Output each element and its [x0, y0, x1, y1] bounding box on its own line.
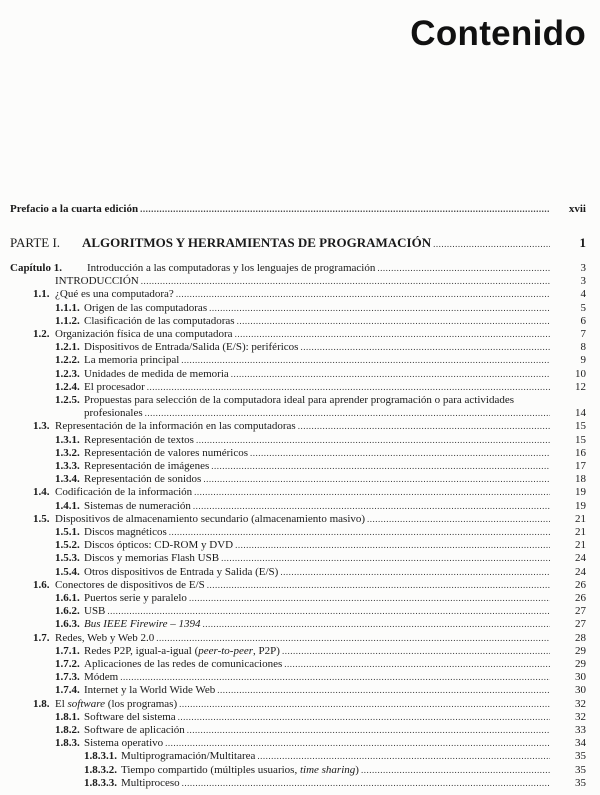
text-segment: Dispositivos de Entrada/Salida (E/S): periféricos: [84, 341, 299, 354]
page-number: 16: [575, 446, 586, 459]
toc-entry: [0, 724, 600, 737]
text-segment: INTRODUCCIÓN: [55, 275, 139, 288]
page-number: xvii: [568, 203, 586, 215]
dot-leader: [140, 203, 550, 216]
toc-entry: [0, 592, 600, 605]
section-number: 1.2.4.: [55, 380, 80, 393]
text-segment: El: [55, 697, 68, 710]
entry-text: [121, 750, 255, 763]
entry-text: [84, 500, 191, 513]
entry-text: [55, 486, 192, 499]
page-number: 19: [575, 486, 586, 499]
part-title: ALGORITMOS Y HERRAMIENTAS DE PROGRAMACIÓN: [82, 235, 432, 250]
page-number: 9: [580, 354, 586, 367]
entry-text: [55, 288, 174, 301]
italic-text: software: [67, 697, 106, 710]
page-number: 18: [575, 473, 586, 486]
dot-leader: [221, 552, 550, 565]
text-segment: Discos magnéticos: [84, 526, 167, 538]
text-segment: Multiprogramación/Multitarea: [121, 750, 256, 763]
section-number: 1.2.5.: [55, 394, 80, 406]
text-segment: Redes P2P, igual-a-igual (: [84, 644, 199, 657]
dot-leader: [178, 711, 550, 724]
toc-entry: [0, 275, 600, 288]
toc-entry: [0, 407, 600, 420]
section-number: 1.8.: [33, 697, 50, 710]
entry-text: [84, 302, 207, 315]
toc-entry: [0, 698, 600, 711]
section-number: 1.8.3.3.: [84, 776, 117, 789]
text-segment: La memoria principal: [84, 354, 180, 367]
text-segment: ¿Qué es una computadora?: [55, 288, 174, 301]
section-number: 1.3.: [33, 420, 50, 433]
section-number: 1.5.4.: [55, 565, 80, 578]
toc-entry: [0, 302, 600, 315]
italic-text: Bus IEEE Firewire – 1394: [84, 618, 201, 631]
dot-leader: [237, 315, 550, 328]
dot-leader: [209, 302, 550, 315]
dot-leader: [147, 381, 550, 394]
text-segment: Software del sistema: [84, 710, 176, 723]
section-number: 1.2.: [33, 328, 50, 340]
text-segment: Representación de textos: [84, 433, 194, 446]
dot-leader: [107, 605, 550, 618]
page-number: 35: [575, 763, 586, 776]
dot-leader: [280, 566, 550, 579]
entry-text: [84, 618, 201, 631]
text-segment: , P2P): [253, 644, 280, 657]
section-number: 1.7.4.: [55, 684, 80, 697]
page-number: 34: [575, 737, 586, 750]
entry-text: [84, 407, 143, 420]
toc-entry: [0, 473, 600, 486]
dot-leader: [169, 526, 550, 539]
page-number: 21: [575, 526, 586, 538]
italic-text: time sharing: [299, 763, 356, 776]
page-number: 5: [580, 301, 586, 314]
page-number: 14: [575, 407, 586, 420]
dot-leader: [211, 460, 550, 473]
toc-entry: [0, 328, 600, 341]
text-segment: Organización física de una computadora: [55, 328, 233, 340]
section-number: 1.3.3.: [55, 460, 80, 472]
page-number: 24: [575, 565, 586, 578]
text-segment: Unidades de medida de memoria: [84, 367, 229, 380]
section-number: 1.2.1.: [55, 341, 80, 354]
text-segment: Internet y la World Wide Web: [84, 684, 216, 697]
page-number: 28: [575, 631, 586, 644]
entry-text: [84, 684, 215, 697]
section-number: 1.8.1.: [55, 710, 80, 723]
entry-text: [84, 394, 514, 407]
dot-leader: [176, 288, 550, 301]
entry-text: [84, 368, 229, 381]
entry-text: [84, 315, 235, 328]
text-segment: ): [355, 763, 359, 776]
page-number: 7: [580, 328, 586, 340]
toc-entry-preface: [0, 203, 600, 216]
entry-text: [84, 381, 145, 394]
section-number: 1.5.1.: [55, 526, 80, 538]
text-segment: Tiempo compartido (múltiples usuarios,: [121, 763, 300, 776]
text-segment: Sistema operativo: [84, 737, 164, 750]
toc-entry: [0, 381, 600, 394]
page-number: 21: [575, 512, 586, 525]
section-number: 1.8.3.1.: [84, 750, 117, 763]
dot-leader: [367, 513, 550, 526]
text-segment: Software de aplicación: [84, 724, 185, 736]
dot-leader: [203, 618, 551, 631]
dot-leader: [217, 684, 550, 697]
page-number: 3: [580, 262, 586, 274]
text-segment: Introducción a las computadoras y los lenguajes de programación: [87, 262, 376, 274]
page-number: 6: [580, 314, 586, 327]
entry-text: [84, 592, 187, 605]
entry-text: [55, 420, 296, 433]
section-number: 1.7.1.: [55, 644, 80, 657]
toc-entry: [0, 711, 600, 724]
page-number: 35: [575, 750, 586, 763]
toc-entry: [0, 447, 600, 460]
toc-entry: [0, 341, 600, 354]
section-number: 1.1.2.: [55, 314, 80, 327]
section-number: 1.7.: [33, 631, 50, 644]
section-number: Capítulo 1.: [10, 262, 62, 274]
entry-text: [84, 354, 179, 367]
dot-leader: [298, 420, 550, 433]
entry-text: [121, 764, 359, 777]
section-number: 1.3.2.: [55, 446, 80, 459]
section-number: 1.4.1.: [55, 499, 80, 512]
dot-leader: [196, 434, 550, 447]
page-number: 32: [575, 710, 586, 723]
text-segment: Multiproceso: [121, 776, 180, 789]
toc-entry: [0, 566, 600, 579]
dot-leader: [203, 473, 550, 486]
toc-entry: [0, 394, 600, 407]
entry-text: [84, 552, 219, 565]
page-number: 29: [575, 658, 586, 670]
dot-leader: [179, 698, 550, 711]
section-number: 1.4.: [33, 486, 50, 499]
entry-text: [55, 513, 365, 526]
page-number: 15: [575, 420, 586, 433]
dot-leader: [120, 671, 550, 684]
text-segment: Discos ópticos: CD-ROM y DVD: [84, 539, 234, 552]
entry-text: [84, 460, 209, 473]
toc-entry: [0, 645, 600, 658]
text-segment: El procesador: [84, 380, 145, 393]
page-number: 3: [580, 275, 586, 288]
entry-text: [84, 658, 282, 671]
text-segment: (los programas): [105, 697, 178, 710]
dot-leader: [181, 354, 550, 367]
text-segment: Aplicaciones de las redes de comunicaciones: [84, 658, 283, 670]
page-number: 33: [575, 724, 586, 736]
entry-text: [55, 275, 139, 288]
entry-text: [121, 777, 180, 790]
page-number: 27: [575, 618, 586, 631]
dot-leader: [182, 777, 550, 790]
dot-leader: [282, 645, 550, 658]
entry-text: [55, 698, 177, 711]
text-segment: Representación de sonidos: [84, 473, 202, 486]
page-number: 19: [575, 499, 586, 512]
toc-entry: [0, 434, 600, 447]
page-number: 30: [575, 671, 586, 684]
text-segment: Propuestas para selección de la computadora ideal para aprender programación o para actividades: [84, 394, 515, 406]
page-number: 35: [575, 776, 586, 789]
page-number: 30: [575, 684, 586, 697]
page-number: 8: [580, 341, 586, 354]
text-segment: Codificación de la información: [55, 486, 193, 499]
section-number: 1.5.3.: [55, 552, 80, 565]
section-number: 1.2.2.: [55, 354, 80, 367]
page-number: 4: [580, 288, 586, 301]
dot-leader: [433, 237, 550, 252]
text-segment: Discos y memorias Flash USB: [84, 552, 220, 565]
dot-leader: [300, 341, 550, 354]
text-segment: Sistemas de numeración: [84, 499, 191, 512]
section-number: 1.1.1.: [55, 301, 80, 314]
section-number: 1.6.3.: [55, 618, 80, 631]
entry-text: [55, 328, 233, 341]
section-number: 1.7.2.: [55, 658, 80, 670]
section-number: 1.5.: [33, 512, 50, 525]
section-number: 1.8.2.: [55, 724, 80, 736]
section-number: 1.1.: [33, 288, 50, 301]
toc-entry: [0, 513, 600, 526]
toc-entry: [0, 552, 600, 565]
section-number: 1.6.2.: [55, 605, 80, 618]
entry-text: [84, 566, 278, 579]
dot-leader: [284, 658, 550, 671]
text-segment: USB: [84, 605, 106, 618]
dot-leader: [235, 328, 550, 341]
page-number: 1: [579, 235, 586, 250]
dot-leader: [156, 632, 550, 645]
toc-entry: [0, 460, 600, 473]
toc-entry: [0, 737, 600, 750]
text-segment: Clasificación de las computadoras: [84, 314, 235, 327]
toc-entry: [0, 262, 600, 275]
toc-entry: [0, 658, 600, 671]
dot-leader: [189, 592, 550, 605]
entry-text: [87, 262, 375, 275]
text-segment: Origen de las computadoras: [84, 301, 208, 314]
entry-text: [84, 724, 185, 737]
section-number: 1.6.1.: [55, 592, 80, 604]
entry-text: [84, 645, 280, 658]
dot-leader: [257, 750, 550, 763]
toc-entry: [0, 618, 600, 631]
dot-leader: [377, 262, 550, 275]
dot-leader: [361, 764, 550, 777]
toc-entry-part: [0, 235, 600, 250]
section-number: 1.3.1.: [55, 433, 80, 446]
toc-entry: [0, 750, 600, 763]
section-number: 1.7.3.: [55, 671, 80, 684]
entry-text: [84, 539, 233, 552]
dot-leader: [207, 579, 550, 592]
toc-entry: [0, 579, 600, 592]
text-segment: Otros dispositivos de Entrada y Salida (E/S): [84, 565, 279, 578]
section-number: 1.6.: [33, 578, 50, 591]
section-number: 1.3.4.: [55, 473, 80, 486]
toc-entry: [0, 486, 600, 499]
page-number: 29: [575, 644, 586, 657]
page-number: 21: [575, 539, 586, 552]
section-number: 1.8.3.2.: [84, 763, 117, 776]
section-number: 1.5.2.: [55, 539, 80, 552]
text-segment: Puertos serie y paralelo: [84, 592, 187, 604]
toc-entry: [0, 315, 600, 328]
page-number: 26: [575, 578, 586, 591]
text-segment: Representación de imágenes: [84, 460, 210, 472]
toc-entry: [0, 684, 600, 697]
toc-entry: [0, 632, 600, 645]
entry-text: [84, 711, 176, 724]
text-segment: profesionales: [84, 407, 143, 420]
section-number: 1.2.3.: [55, 367, 80, 380]
toc-entry: [0, 500, 600, 513]
page-number: 12: [575, 380, 586, 393]
page-number: 24: [575, 552, 586, 565]
entry-text: [84, 605, 105, 618]
entry-text: [84, 671, 118, 684]
text-segment: Representación de valores numéricos: [84, 446, 249, 459]
toc-entry: [0, 777, 600, 790]
toc-entry: [0, 354, 600, 367]
text-segment: Representación de la información en las computadoras: [55, 420, 296, 433]
page-title: Contenido: [410, 14, 586, 53]
entry-text: [84, 434, 194, 447]
dot-leader: [194, 486, 550, 499]
text-segment: Redes, Web y Web 2.0: [55, 631, 155, 644]
toc-entry: [0, 605, 600, 618]
page-number: 10: [575, 367, 586, 380]
dot-leader: [141, 275, 550, 288]
dot-leader: [235, 539, 550, 552]
part-label: PARTE I.: [10, 235, 61, 250]
text-segment: Módem: [84, 671, 119, 684]
italic-text: peer-to-peer: [198, 644, 254, 657]
page-number: 17: [575, 460, 586, 472]
entry-text: Prefacio a la cuarta edición: [10, 203, 139, 215]
dot-leader: [250, 447, 550, 460]
toc-entry: [0, 539, 600, 552]
dot-leader: [165, 737, 550, 750]
entry-text: [84, 341, 298, 354]
dot-leader: [231, 368, 550, 381]
toc-entry: [0, 288, 600, 301]
entry-text: [55, 579, 205, 592]
toc-entry: [0, 764, 600, 777]
toc-entry: [0, 526, 600, 539]
entry-text: [84, 526, 167, 539]
entry-text: [84, 447, 248, 460]
dot-leader: [145, 407, 550, 420]
entry-text: [84, 473, 201, 486]
dot-leader: [187, 724, 550, 737]
toc-entry: [0, 671, 600, 684]
text-segment: Conectores de dispositivos de E/S: [55, 578, 205, 591]
page-number: 26: [575, 592, 586, 604]
page-number: 15: [575, 433, 586, 446]
entry-text: [55, 632, 154, 645]
page-number: 32: [575, 697, 586, 710]
section-number: 1.8.3.: [55, 737, 80, 750]
entry-text: [84, 737, 163, 750]
page-number: 27: [575, 605, 586, 618]
toc-entry: [0, 420, 600, 433]
dot-leader: [193, 500, 550, 513]
text-segment: Dispositivos de almacenamiento secundario (almacenamiento masivo): [55, 512, 366, 525]
toc-entry: [0, 368, 600, 381]
